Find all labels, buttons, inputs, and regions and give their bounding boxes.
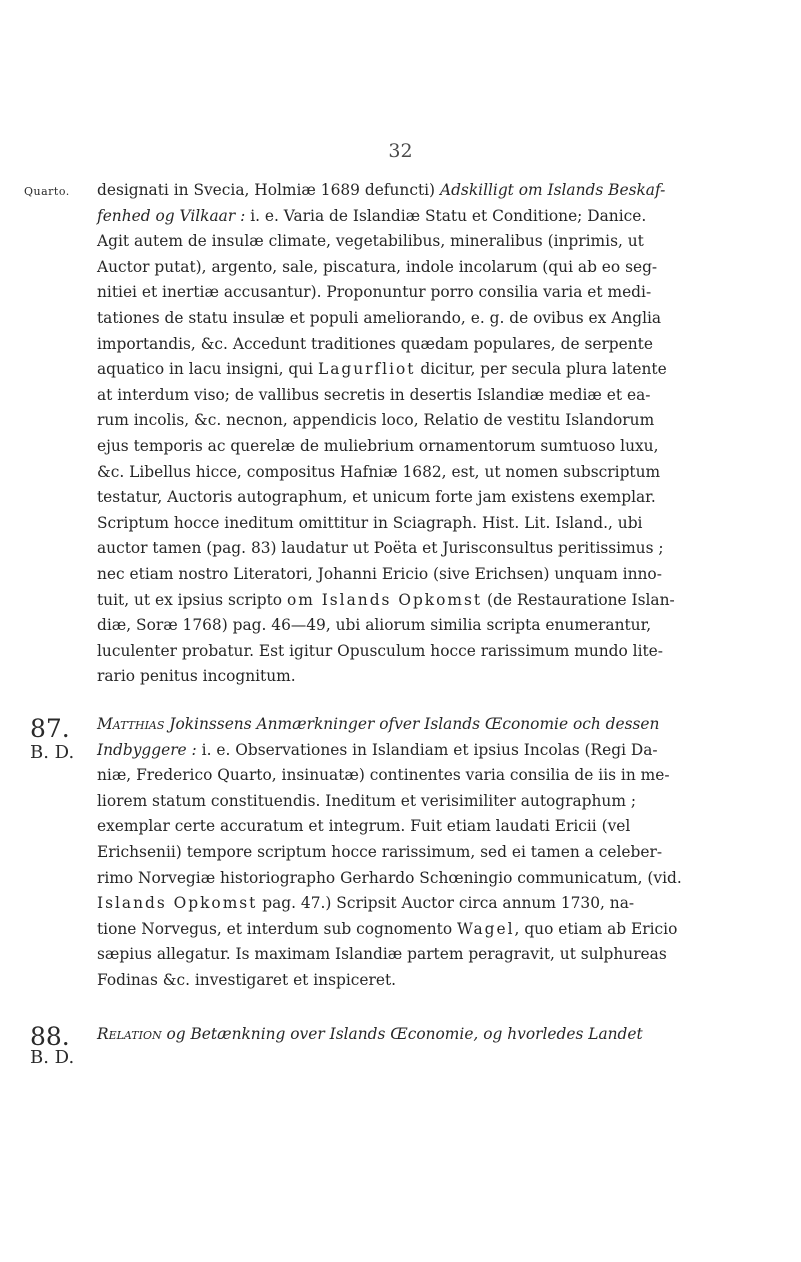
- title-italic: Adskilligt om Islands Beskaf-: [439, 181, 666, 199]
- line: exemplar certe accuratum et integrum. Fuit etiam laudati Ericii (vel: [97, 817, 631, 836]
- line: aquatico in lacu insigni, qui: [97, 360, 318, 379]
- line: i. e. Observationes in Islandiam et ipsius Incolas (Regi Da-: [196, 740, 658, 759]
- line: sæpius allegatur. Is maximam Islandiæ partem peragravit, ut sulphureas: [97, 945, 667, 964]
- line: tationes de statu insulæ et populi ameliorando, e. g. de ovibus ex Anglia: [97, 308, 662, 327]
- entry-88: [97, 1022, 761, 1048]
- line: dicitur, per secula plura latente: [415, 360, 667, 379]
- line: testatur, Auctoris autographum, et unicum forte jam existens exemplar.: [97, 488, 656, 507]
- spaced-word: Islands Opkomst: [97, 894, 258, 913]
- line: &c. Libellus hicce, compositus Hafniæ 1682, est, ut nomen subscriptum: [97, 462, 661, 481]
- format-label-87: B. D.: [30, 742, 75, 763]
- title-italic: og Betænkning over Islands Œconomie, og hvorledes Landet: [161, 1025, 643, 1043]
- line: pag. 47.) Scripsit Auctor circa annum 1730, na-: [257, 894, 635, 913]
- author-name: Matthias: [97, 715, 165, 733]
- title-italic: Jokinssens Anmærkninger ofver Islands Œconomie och dessen: [164, 715, 660, 733]
- line: tione Norvegus, et interdum sub cognomento: [97, 919, 457, 938]
- line: diæ, Soræ 1768) pag. 46—49, ubi aliorum similia scripta enumerantur,: [97, 616, 652, 635]
- spaced-word: Wagel: [456, 919, 515, 938]
- line: tuit, ut ex ipsius scripto: [97, 590, 287, 609]
- line: i. e. Varia de Islandiæ Statu et Conditione; Danice.: [245, 206, 647, 225]
- spaced-word: om Islands Opkomst: [286, 590, 483, 609]
- line: Erichsenii) tempore scriptum hocce rarissimum, sed ei tamen a celeber-: [97, 842, 663, 861]
- entry-86: [97, 178, 761, 690]
- line: auctor tamen (pag. 83) laudatur ut Poëta et Jurisconsultus peritissimus ;: [97, 539, 664, 558]
- margin-label-quarto: Quarto.: [24, 185, 70, 198]
- line: (de Restauratione Islan-: [482, 590, 675, 609]
- line: rum incolis, &c. necnon, appendicis loco, Relatio de vestitu Islandorum: [97, 411, 655, 430]
- spaced-word: Lagurfliot: [317, 360, 416, 379]
- line: designati in Svecia, Holmiæ 1689 defuncti): [97, 181, 440, 199]
- line: ejus temporis ac querelæ de muliebrium ornamentorum sumtuoso luxu,: [97, 436, 659, 455]
- line: at interdum viso; de vallibus secretis in desertis Islandiæ mediæ et ea-: [97, 385, 651, 404]
- line: Agit autem de insulæ climate, vegetabilibus, mineralibus (inprimis, ut: [97, 232, 644, 251]
- title-italic: Indbyggere :: [97, 740, 197, 759]
- entry-number-87: 87.: [30, 714, 70, 743]
- entry-number-88: 88.: [30, 1022, 70, 1051]
- line: liorem statum constituendis. Ineditum et verisimiliter autographum ;: [97, 791, 637, 810]
- line: Fodinas &c. investigaret et inspiceret.: [97, 970, 397, 989]
- line: Scriptum hocce ineditum omittitur in Sciagraph. Hist. Lit. Island., ubi: [97, 513, 643, 532]
- author-name: Relation: [97, 1025, 162, 1043]
- format-label-88: B. D.: [30, 1047, 75, 1068]
- line: niæ, Frederico Quarto, insinuatæ) continentes varia consilia de iis in me-: [97, 766, 670, 785]
- line: rimo Norvegiæ historiographo Gerhardo Schœningio communicatum, (vid.: [97, 868, 682, 887]
- page-number: 32: [388, 140, 413, 162]
- line: Auctor putat), argento, sale, piscatura, indole incolarum (qui ab eo seg-: [97, 257, 658, 276]
- line: luculenter probatur. Est igitur Opusculum hocce rarissimum mundo lite-: [97, 641, 663, 660]
- entry-87: [97, 712, 761, 994]
- line: nec etiam nostro Literatori, Johanni Ericio (sive Erichsen) unquam inno-: [97, 564, 662, 583]
- title-italic: fenhed og Vilkaar :: [97, 206, 246, 225]
- line: , quo etiam ab Ericio: [514, 919, 678, 938]
- line: importandis, &c. Accedunt traditiones quædam populares, de serpente: [97, 334, 653, 353]
- line: rario penitus incognitum.: [97, 667, 296, 686]
- line: nitiei et inertiæ accusantur). Proponuntur porro consilia varia et medi-: [97, 283, 652, 302]
